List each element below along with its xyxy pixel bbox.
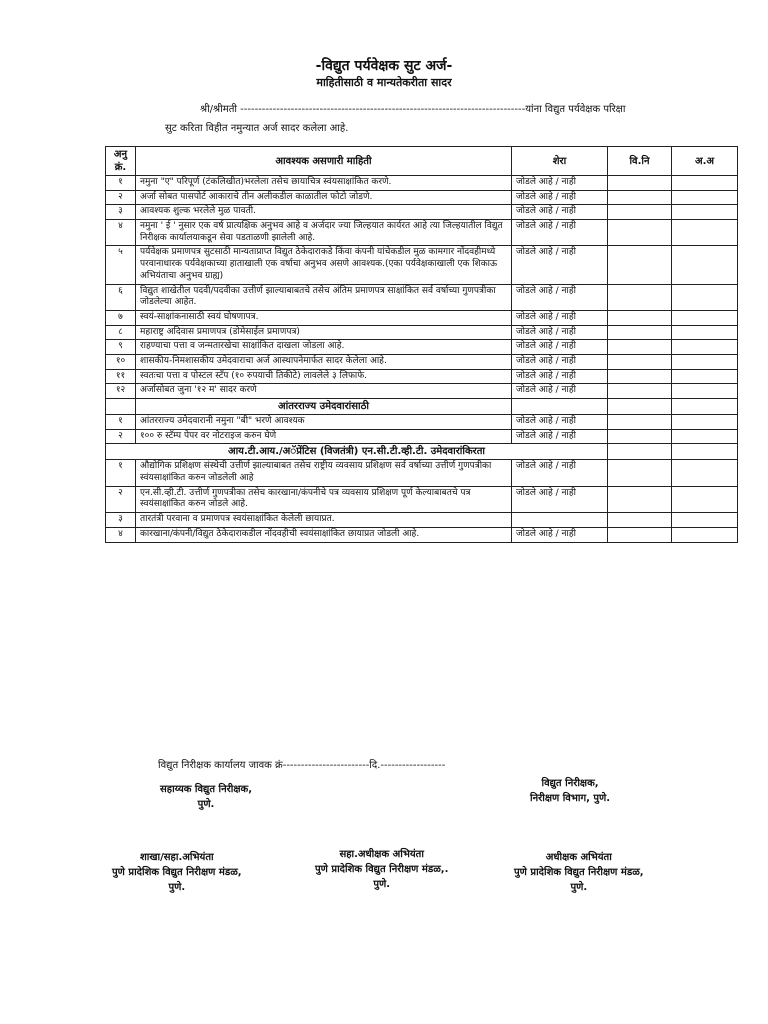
row-num: ९	[106, 340, 136, 355]
row-num: २	[106, 190, 136, 205]
row-aa-cell	[672, 415, 738, 430]
row-remark: जोडले आहे / नाही	[512, 176, 608, 191]
header-vini: वि.नि	[608, 147, 672, 176]
sig-city: पुणे.	[373, 879, 391, 890]
signature-assistant-inspector	[160, 782, 252, 812]
header-serial: अनु क्रं.	[106, 147, 136, 176]
row-vini-cell	[608, 460, 672, 486]
row-remark: जोडले आहे / नाही	[512, 340, 608, 355]
row-vini-cell	[608, 429, 672, 444]
row-num: १०	[106, 354, 136, 369]
section-header-row	[106, 399, 738, 415]
row-info: स्वयं-साक्षांकनासाठी स्वयं घोषणापत्र.	[136, 310, 512, 325]
table-row	[106, 460, 738, 486]
row-aa-cell	[672, 429, 738, 444]
row-remark: जोडले आहे / नाही	[512, 384, 608, 399]
row-info: नमुना "ए" परिपूर्ण (टंकलिखीत)भरलेला तसेच छायाचित्र स्वंयसाक्षांकित करणे.	[136, 176, 512, 191]
salutation-line: श्री/श्रीमती -------------------------------------------------------------------------------यांना विद्युत पर्यवेक्षक परिक्षा	[200, 104, 626, 115]
row-num: ८	[106, 325, 136, 340]
row-info: आंतरराज्य उमेदवारानी नमुना "बी" भरणे आवश्यक	[136, 415, 512, 430]
header-aa: अ.अ	[672, 147, 738, 176]
row-vini-cell	[608, 415, 672, 430]
section-aa-cell	[672, 444, 738, 460]
signature-deputy-superintendent	[315, 847, 448, 892]
row-info: विद्युत शाखेतील पदवी/पदवीका उत्तीर्ण झाल्याबाबतचे तसेच अंतिम प्रमाणपत्र साक्षांकित सर्व वर्षाच्या गुणपत्रीका जोडलेल्या आहेत.	[136, 284, 512, 310]
section-remark-cell	[512, 399, 608, 415]
row-remark: जोडले आहे / नाही	[512, 486, 608, 512]
sig-title: विद्युत निरीक्षक,	[541, 778, 599, 789]
row-remark: जोडले आहे / नाही	[512, 415, 608, 430]
header-info: आवश्यक असणारी माहिती	[136, 147, 512, 176]
section-num-cell	[106, 399, 136, 415]
row-aa-cell	[672, 460, 738, 486]
signature-branch-engineer	[112, 850, 242, 895]
row-info: राहण्याचा पत्ता व जन्मतारखेचा साक्षांकित दाखला जोडला आहे.	[136, 340, 512, 355]
row-remark: जोडले आहे / नाही	[512, 325, 608, 340]
row-aa-cell	[672, 340, 738, 355]
row-num: १२	[106, 384, 136, 399]
row-num: ४	[106, 220, 136, 246]
table-row	[106, 527, 738, 542]
row-info: कारखाना/कंपनी/विद्युत ठेकेदाराकडील नोंदवहीची स्वयंसाक्षांकित छायाप्रत जोडली आहे.	[136, 527, 512, 542]
sig-title: शाखा/सहा.अभियंता	[139, 852, 214, 863]
row-num: ३	[106, 513, 136, 528]
row-remark: जोडले आहे / नाही	[512, 369, 608, 384]
table-row	[106, 384, 738, 399]
section-header-row	[106, 444, 738, 460]
row-num: ७	[106, 310, 136, 325]
table-header-row	[106, 147, 738, 176]
row-num: १	[106, 460, 136, 486]
row-remark: जोडले आहे / नाही	[512, 527, 608, 542]
row-num: १	[106, 415, 136, 430]
row-info: पर्यवेक्षक प्रमाणपत्र सुटसाठी मान्यताप्राप्त विद्युत ठेकेदाराकडे किंवा कंपनी यांचेकडील मुळ कामगार नोंदवहीमध्ये परवानाधारक पर्यवेक्षकाच्या हाताखाली एक वर्षाचा अनुभव असणे आवश्यक.(एका पर्यवेक्षकाखाली एक शिकाऊ अभियंताचा अनुभव ग्राह्य)	[136, 246, 512, 284]
row-remark: जोडले आहे / नाही	[512, 354, 608, 369]
row-vini-cell	[608, 205, 672, 220]
row-vini-cell	[608, 220, 672, 246]
row-vini-cell	[608, 369, 672, 384]
row-remark: जोडले आहे / नाही	[512, 284, 608, 310]
row-aa-cell	[672, 369, 738, 384]
row-vini-cell	[608, 284, 672, 310]
row-info: स्वतःचा पत्ता व पोस्टल स्टॅंप (१० रुपयाची तिकीटे) लावलेले ३ लिफाफे.	[136, 369, 512, 384]
sig-dept: निरीक्षण विभाग, पुणे.	[530, 793, 611, 804]
row-info: एन.सी.व्ही.टी. उत्तीर्ण गुणपत्रीका तसेच कारखाना/कंपनीचे पत्र व्यवसाय प्रशिक्षण पूर्ण केल्याबाबतचे पत्र स्वयंसाक्षांकित करुन जोडले आहे.	[136, 486, 512, 512]
row-num: १	[106, 176, 136, 191]
row-aa-cell	[672, 205, 738, 220]
section-title-interstate: आंतरराज्य उमेदवारांसाठी	[136, 399, 512, 415]
header-remark: शेरा	[512, 147, 608, 176]
table-row	[106, 190, 738, 205]
row-aa-cell	[672, 325, 738, 340]
row-vini-cell	[608, 325, 672, 340]
sig-city: पुणे.	[197, 799, 215, 810]
row-info: तारतंत्री परवाना व प्रमाणपत्र स्वयंसाक्षांकित केलेली छायाप्रत.	[136, 513, 512, 528]
section-title-iti: आय.टी.आय./अॅप्रेंटिस (विजतंत्री) एन.सी.टी.व्ही.टी. उमेदवारांकिरता	[106, 444, 608, 460]
row-num: ६	[106, 284, 136, 310]
sig-title: अधीक्षक अभियंता	[545, 852, 612, 863]
row-num: ३	[106, 205, 136, 220]
table-row	[106, 415, 738, 430]
row-aa-cell	[672, 220, 738, 246]
row-info: अर्जासोबत जुना '१२ म' सादर करणे	[136, 384, 512, 399]
section-vini-cell	[608, 399, 672, 415]
row-aa-cell	[672, 190, 738, 205]
row-info: शासकीय-निमशासकीय उमेदवाराचा अर्ज आस्थापनेमार्फत सादर केलेला आहे.	[136, 354, 512, 369]
row-aa-cell	[672, 176, 738, 191]
row-num: ११	[106, 369, 136, 384]
signature-superintendent	[514, 850, 644, 895]
row-aa-cell	[672, 354, 738, 369]
row-vini-cell	[608, 340, 672, 355]
row-info: नमुना ' ई ' नुसार एक वर्ष प्रात्यक्षिक अनुभव आहे व अर्जदार ज्या जिल्हयात कार्यरत आहे त्या जिल्हयातील विद्युत निरीक्षक कार्यालयाकडून सेवा पडताळणी झालेली आहे.	[136, 220, 512, 246]
table-row	[106, 486, 738, 512]
row-remark: जोडले आहे / नाही	[512, 205, 608, 220]
row-vini-cell	[608, 486, 672, 512]
row-remark: जोडले आहे / नाही	[512, 460, 608, 486]
row-remark: जोडले आहे / नाही	[512, 220, 608, 246]
table-row	[106, 325, 738, 340]
row-info: औद्योगिक प्रशिक्षण संस्थेची उत्तीर्ण झाल्याबाबत तसेच राष्ट्रीय व्यवसाय प्रशिक्षण सर्व वर्षाच्या उत्तीर्ण गुणपत्रीका स्वंयसाक्षांकित करुन जोडलेली आहे	[136, 460, 512, 486]
row-info: आवश्यक शुल्क भरलेले मुळ पावती.	[136, 205, 512, 220]
table-row	[106, 246, 738, 284]
row-aa-cell	[672, 284, 738, 310]
row-remark: जोडले आहे / नाही	[512, 190, 608, 205]
section-vini-cell	[608, 444, 672, 460]
form-title: -विद्युत पर्यवेक्षक सुट अर्ज-	[315, 58, 453, 74]
row-remark: जोडले आहे / नाही	[512, 310, 608, 325]
table-row	[106, 176, 738, 191]
table-row	[106, 205, 738, 220]
table-row	[106, 354, 738, 369]
row-vini-cell	[608, 190, 672, 205]
row-aa-cell	[672, 486, 738, 512]
table-row	[106, 369, 738, 384]
row-num: ५	[106, 246, 136, 284]
row-vini-cell	[608, 310, 672, 325]
sig-city: पुणे.	[168, 882, 186, 893]
table-row	[106, 340, 738, 355]
signature-inspector	[530, 776, 610, 806]
table-row	[106, 513, 738, 528]
table-row	[106, 284, 738, 310]
row-aa-cell	[672, 310, 738, 325]
row-num: २	[106, 429, 136, 444]
row-aa-cell	[672, 384, 738, 399]
row-vini-cell	[608, 513, 672, 528]
row-aa-cell	[672, 513, 738, 528]
table-row	[106, 220, 738, 246]
row-vini-cell	[608, 176, 672, 191]
row-aa-cell	[672, 527, 738, 542]
salutation-line-2: सुट करिता विहीत नमुन्यात अर्ज सादर कलेला आहे.	[165, 123, 349, 134]
row-aa-cell	[672, 246, 738, 284]
row-remark: जोडले आहे / नाही	[512, 429, 608, 444]
row-info: महाराष्ट्र अदिवास प्रमाणपत्र (डोमेसाईल प्रमाणपत्र)	[136, 325, 512, 340]
row-vini-cell	[608, 354, 672, 369]
row-info: अर्जा सोबत पासपोर्ट आकाराचे तीन अलीकडील काळातील फोटो जोडणे.	[136, 190, 512, 205]
sig-city: पुणे.	[570, 882, 588, 893]
inward-number-line: विद्युत निरीक्षक कार्यालय जावक क्रं------------------------दि.------------------	[158, 760, 446, 771]
row-remark	[512, 513, 608, 528]
checklist-table	[105, 146, 738, 543]
table-row	[106, 310, 738, 325]
sig-org: पुणे प्रादेशिक विद्युत निरीक्षण मंडळ,	[514, 867, 644, 878]
table-row	[106, 429, 738, 444]
row-num: ४	[106, 527, 136, 542]
sig-title: सहा.अधीक्षक अभियंता	[339, 849, 424, 860]
row-info: १०० रु स्टॅम्प पेपर वर नोटराइज करुन घेणे	[136, 429, 512, 444]
row-vini-cell	[608, 527, 672, 542]
form-subtitle: माहितीसाठी व मान्यतेकरीता सादर	[316, 76, 452, 89]
row-vini-cell	[608, 246, 672, 284]
sig-org: पुणे प्रादेशिक विद्युत निरीक्षण मंडळ,.	[315, 864, 449, 875]
row-remark: जोडले आहे / नाही	[512, 246, 608, 284]
row-vini-cell	[608, 384, 672, 399]
section-aa-cell	[672, 399, 738, 415]
sig-title: सहाय्यक विद्युत निरीक्षक,	[160, 784, 253, 795]
row-num: २	[106, 486, 136, 512]
sig-org: पुणे प्रादेशिक विद्युत निरीक्षण मंडळ,	[112, 867, 242, 878]
